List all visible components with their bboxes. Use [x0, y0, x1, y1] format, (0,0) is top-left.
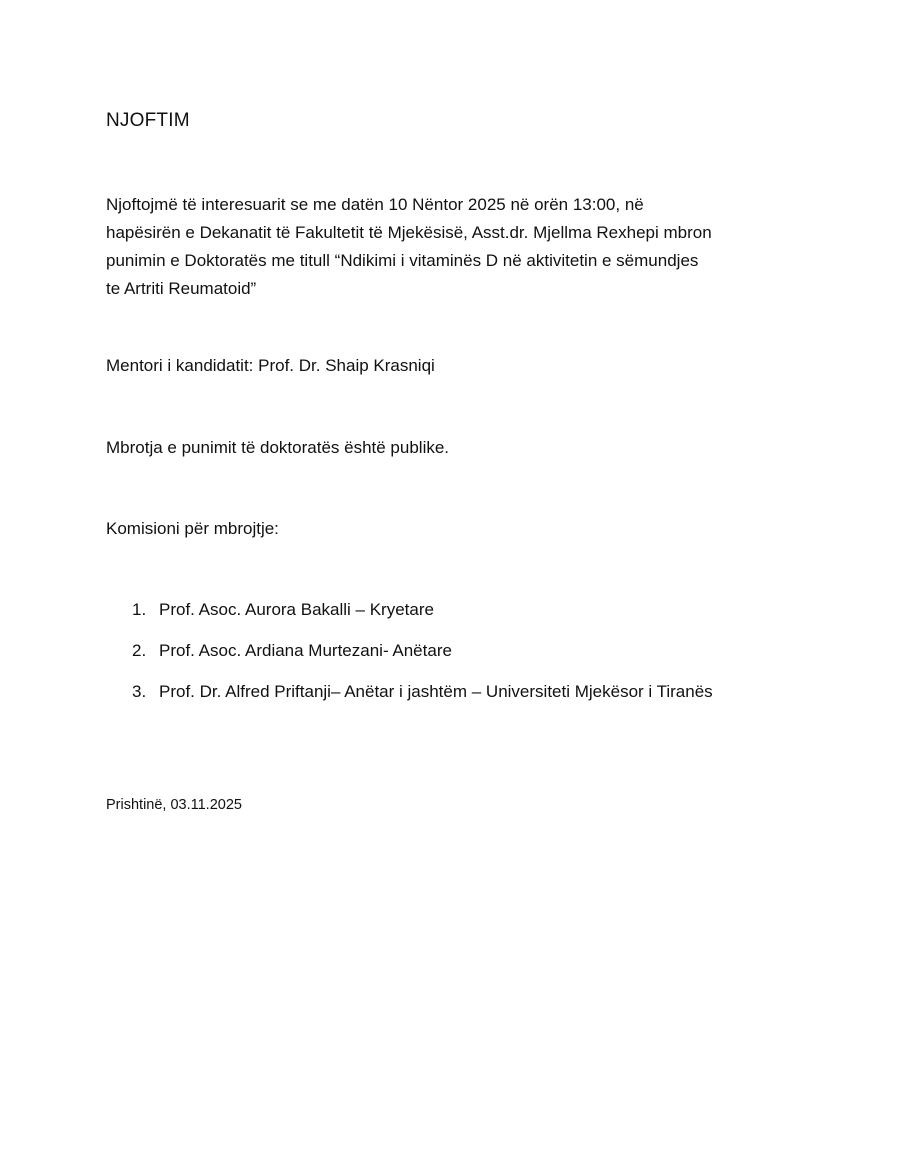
announcement-line: punimin e Doktoratës me titull “Ndikimi i vitaminës D në aktivitetin e sëmundjes	[106, 251, 699, 270]
committee-list	[132, 600, 713, 723]
committee-member-text: Prof. Dr. Alfred Priftanji– Anëtar i jashtëm – Universiteti Mjekësor i Tiranës	[159, 682, 713, 701]
announcement-paragraph	[106, 191, 796, 303]
mentor-line: Mentori i kandidatit: Prof. Dr. Shaip Krasniqi	[106, 356, 435, 375]
list-number: 2.	[132, 641, 147, 660]
committee-member-text: Prof. Asoc. Ardiana Murtezani- Anëtare	[159, 641, 452, 660]
announcement-line: hapësirën e Dekanatit të Fakultetit të Mjekësisë, Asst.dr. Mjellma Rexhepi mbron	[106, 223, 712, 242]
committee-member	[132, 641, 713, 682]
announcement-line: te Artriti Reumatoid”	[106, 279, 257, 298]
announcement-line: Njoftojmë të interesuarit se me datën 10 Nëntor 2025 në orën 13:00, në	[106, 195, 644, 214]
committee-member	[132, 600, 713, 641]
committee-member	[132, 682, 713, 723]
committee-label: Komisioni për mbrojtje:	[106, 519, 279, 538]
place-date: Prishtinë, 03.11.2025	[106, 797, 242, 813]
list-number: 3.	[132, 682, 147, 701]
public-note: Mbrotja e punimit të doktoratës është publike.	[106, 438, 450, 457]
document-title: NJOFTIM	[106, 110, 190, 131]
list-number: 1.	[132, 600, 147, 619]
committee-member-text: Prof. Asoc. Aurora Bakalli – Kryetare	[159, 600, 434, 619]
